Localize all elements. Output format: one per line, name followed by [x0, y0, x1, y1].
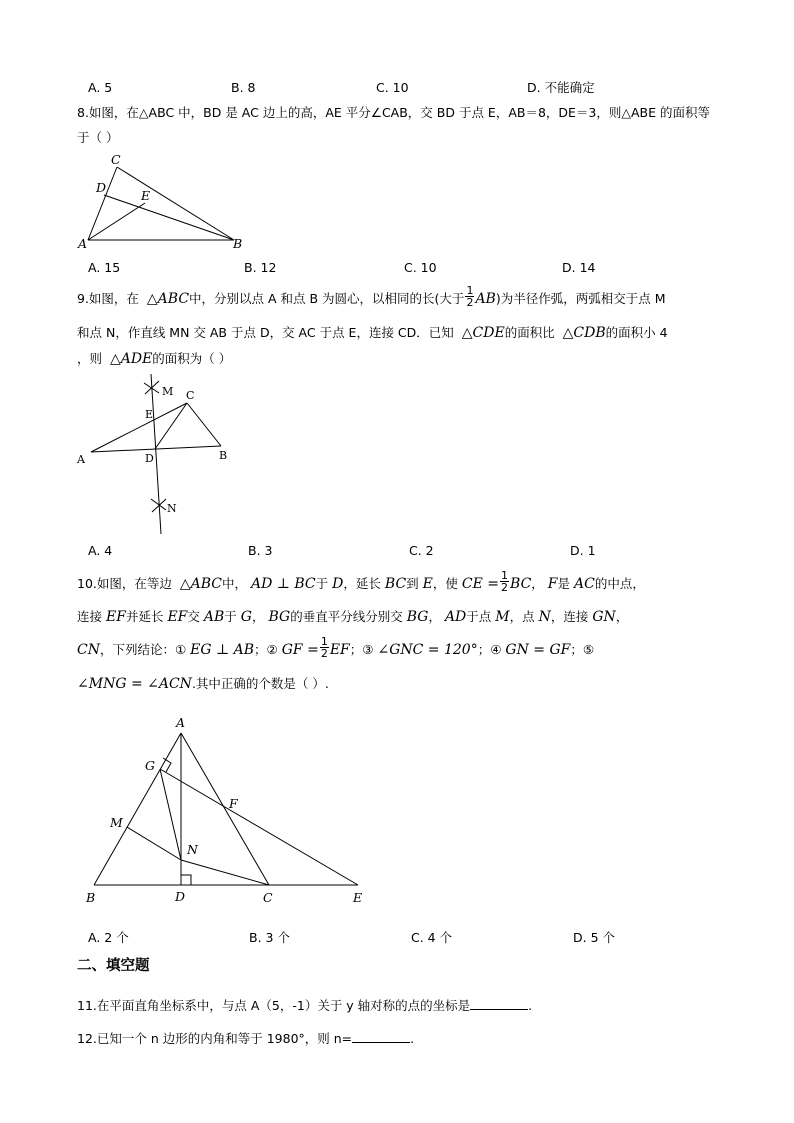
- q10-label-f: F: [229, 796, 238, 811]
- q9-label-e: E: [145, 408, 154, 421]
- q10-stem-line4: ∠MNG = ∠ACN.其中正确的个数是（ ）.: [77, 676, 329, 692]
- q10-stem-line1: 10.如图，在等边 △ABC中， AD ⊥ BC于 D，延长 BC到 E，使 CE = $\frac{1}{2}$ BC， F是 AC的中点，: [77, 569, 645, 594]
- q9-label-c: C: [186, 389, 195, 402]
- q10-label-d: D: [175, 889, 186, 904]
- q10-label-c: C: [263, 890, 273, 905]
- q9-label-a: A: [77, 453, 85, 466]
- q9-stem-line3: ，则 △ADE的面积为（ ）: [77, 351, 232, 367]
- q9-label-b: B: [219, 449, 228, 462]
- q8-label-a: A: [78, 236, 88, 251]
- q8-option-b: B. 12: [244, 260, 277, 275]
- q12-answer-blank[interactable]: [352, 1030, 410, 1043]
- q8-stem-line2: 于（ ）: [77, 130, 119, 145]
- q9-stem-line2: 和点 N，作直线 MN 交 AB 于点 D，交 AC 于点 E，连接 CD．已知 △CDE的面积比 △CDB的面积小 4: [77, 325, 668, 341]
- q7-option-b: B. 8: [231, 80, 256, 95]
- q8-option-c: C. 10: [404, 260, 437, 275]
- q9-option-b: B. 3: [248, 543, 273, 558]
- q8-option-a: A. 15: [88, 260, 121, 275]
- q10-option-a: A. 2 个: [88, 930, 129, 945]
- q8-option-d: D. 14: [562, 260, 596, 275]
- q11-stem: 11.在平面直角坐标系中，与点 A（5，-1）关于 y 轴对称的点的坐标是 .: [77, 998, 533, 1013]
- q8-label-b: B: [233, 236, 243, 251]
- q10-option-d: D. 5 个: [573, 930, 615, 945]
- q8-label-e: E: [141, 188, 151, 203]
- q8-label-d: D: [96, 180, 107, 195]
- q8-label-c: C: [111, 152, 121, 167]
- q7-option-c: C. 10: [376, 80, 409, 95]
- q10-label-a: A: [176, 715, 186, 730]
- q9-option-d: D. 1: [570, 543, 596, 558]
- q10-label-b: B: [86, 890, 96, 905]
- q10-label-n: N: [187, 842, 198, 857]
- q9-label-n: N: [167, 502, 177, 515]
- q9-label-m: M: [162, 385, 174, 398]
- q10-stem-line3: CN，下列结论：① EG ⊥ AB；② GF = $\frac{1}{2}$ EF；③ ∠GNC = 120°；④ GN = GF；⑤: [77, 635, 595, 660]
- q7-option-d: D. 不能确定: [527, 80, 595, 95]
- q10-option-b: B. 3 个: [249, 930, 290, 945]
- q9-label-d: D: [145, 452, 154, 465]
- q9-stem-line1: 9.如图，在 △ABC中，分别以点 A 和点 B 为圆心，以相同的长(大于 $\frac{1}{2}$ AB)为半径作弧，两弧相交于点 M: [77, 284, 666, 309]
- q10-stem-line2: 连接 EF并延长 EF交 AB于 G， BG的垂直平分线分别交 BG， AD于点 M，点 N，连接 GN，: [77, 609, 629, 625]
- q7-option-a: A. 5: [88, 80, 113, 95]
- q8-stem-line1: 8.如图，在△ABC 中，BD 是 AC 边上的高，AE 平分∠CAB，交 BD 于点 E，AB＝8，DE＝3，则△ABE 的面积等: [77, 105, 710, 120]
- q9-option-a: A. 4: [88, 543, 113, 558]
- q10-option-c: C. 4 个: [411, 930, 453, 945]
- q10-label-e: E: [353, 890, 363, 905]
- q12-stem: 12.已知一个 n 边形的内角和等于 1980°，则 n= .: [77, 1031, 415, 1046]
- q10-label-m: M: [110, 815, 123, 830]
- q11-answer-blank[interactable]: [470, 997, 528, 1010]
- q10-label-g: G: [145, 758, 155, 773]
- section-title-fill-in: 二、填空题: [77, 958, 150, 974]
- q9-option-c: C. 2: [409, 543, 434, 558]
